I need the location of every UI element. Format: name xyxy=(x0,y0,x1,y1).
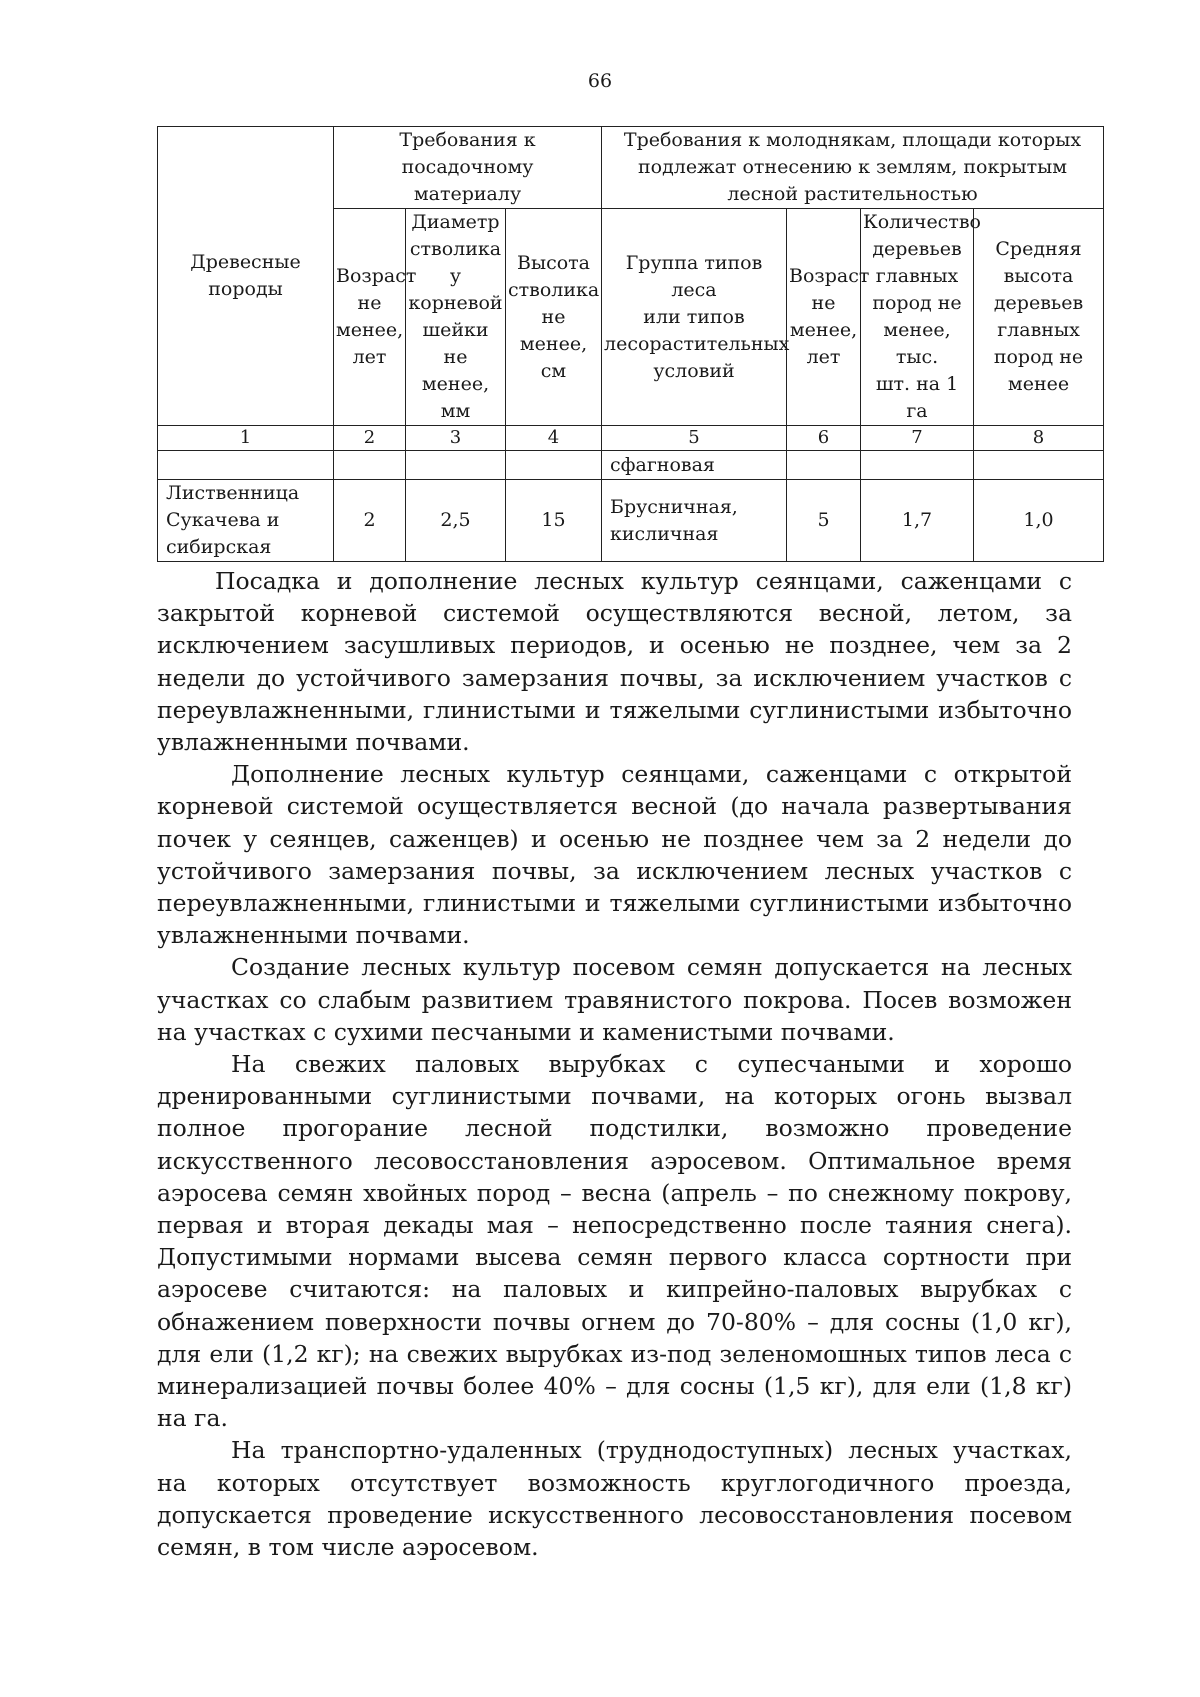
paragraph: Дополнение лесных культур сеянцами, саженцами с открытой корневой системой осуществляется весной (до начала развертывания почек у сеянцев, саженцев) и осенью не позднее чем за 2 недели до устойчивого замерзания почвы, за исключением лесных участков с переувлажненными, глинистыми и тяжелыми суглинистыми избыточно увлажненными почвами. xyxy=(157,760,1072,950)
subheader-cell: Количество деревьев главных пород не менее, тыс. шт. на 1 га xyxy=(861,209,974,426)
subheader-cell: Высота стволика не менее, см xyxy=(506,209,602,426)
table-cell xyxy=(334,451,406,480)
table-cell xyxy=(406,451,506,480)
subheader-cell: Группа типов леса или типов лесорастительных условий xyxy=(602,209,787,426)
subheader-cell: Диаметр стволика у корневой шейки не менее, мм xyxy=(406,209,506,426)
column-number-row xyxy=(158,426,1104,451)
table-cell: 1,7 xyxy=(861,480,974,562)
table-cell xyxy=(974,451,1104,480)
column-number: 4 xyxy=(506,426,602,451)
table-cell xyxy=(787,451,861,480)
table-header-row xyxy=(158,127,1104,209)
subheader-cell: Возраст не менее, лет xyxy=(787,209,861,426)
table-row xyxy=(158,451,1104,480)
table-cell xyxy=(506,451,602,480)
table-cell: 5 xyxy=(787,480,861,562)
header-young-stands: Требования к молоднякам, площади которых подлежат отнесению к землям, покрытым лесной растительностью xyxy=(602,127,1104,209)
table-cell: 15 xyxy=(506,480,602,562)
table-cell: 1,0 xyxy=(974,480,1104,562)
paragraph: Посадка и дополнение лесных культур сеянцами, саженцами с закрытой корневой системой осуществляются весной, летом, за исключением засушливых периодов, и осенью не позднее, чем за 2 недели до устойчивого замерзания почвы, за исключением участков с переувлажненными, глинистыми и тяжелыми суглинистыми избыточно увлажненными почвами. xyxy=(157,567,1072,757)
subheader-cell: Средняя высота деревьев главных пород не менее xyxy=(974,209,1104,426)
column-number: 3 xyxy=(406,426,506,451)
table-cell: 2 xyxy=(334,480,406,562)
table-cell xyxy=(861,451,974,480)
table-cell: Лиственница Сукачева и сибирская xyxy=(158,480,334,562)
table-cell: сфагновая xyxy=(602,451,787,480)
requirements-table xyxy=(157,126,1104,562)
column-number: 7 xyxy=(861,426,974,451)
header-planting-material: Требования к посадочному материалу xyxy=(334,127,602,209)
header-species: Древесные породы xyxy=(158,127,334,426)
column-number: 5 xyxy=(602,426,787,451)
table-cell: 2,5 xyxy=(406,480,506,562)
column-number: 2 xyxy=(334,426,406,451)
page-number: 66 xyxy=(587,70,613,92)
column-number: 8 xyxy=(974,426,1104,451)
column-number: 6 xyxy=(787,426,861,451)
table-cell: Брусничная, кисличная xyxy=(602,480,787,562)
subheader-cell: Возраст не менее, лет xyxy=(334,209,406,426)
paragraph: Создание лесных культур посевом семян допускается на лесных участках со слабым развитием травянистого покрова. Посев возможен на участках с сухими песчаными и каменистыми почвами. xyxy=(157,953,1072,1046)
table-cell xyxy=(158,451,334,480)
table-row xyxy=(158,480,1104,562)
paragraph: На транспортно-удаленных (труднодоступных) лесных участках, на которых отсутствует возможность круглогодичного проезда, допускается проведение искусственного лесовосстановления посевом семян, в том числе аэросевом. xyxy=(157,1436,1072,1562)
body-text xyxy=(157,565,1072,1563)
column-number: 1 xyxy=(158,426,334,451)
paragraph: На свежих паловых вырубках с супесчаными и хорошо дренированными суглинистыми почвами, на которых огонь вызвал полное прогорание лесной подстилки, возможно проведение искусственного лесовосстановления аэросевом. Оптимальное время аэросева семян хвойных пород – весна (апрель – по снежному покрову, первая и вторая декады мая – непосредственно после таяния снега). Допустимыми нормами высева семян первого класса сортности при аэросеве считаются: на паловых и кипрейно-паловых вырубках с обнажением поверхности почвы огнем до 70-80% – для сосны (1,0 кг), для ели (1,2 кг); на свежих вырубках из-под зеленомошных типов леса с минерализацией почвы более 40% – для сосны (1,5 кг), для ели (1,8 кг) на га. xyxy=(157,1050,1072,1433)
